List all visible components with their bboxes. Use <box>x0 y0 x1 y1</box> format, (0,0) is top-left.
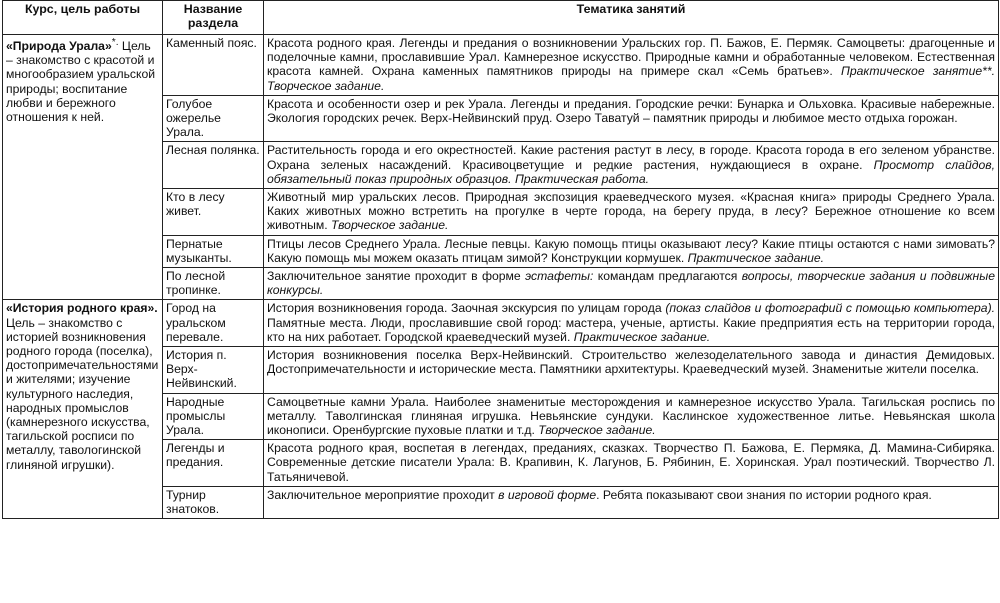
course-goal: Цель – знакомство с историей возникновения родного города (поселка), достопримечательностями и жителями; изучение культурного наследия, народных промыслов (камнерезного искусства, тагильской росписи по металлу, тавологинской глиняной игрушки). <box>6 315 159 472</box>
topic-text: Красота и особенности озер и рек Урала. Легенды и предания. Городские речки: Бунарка и Ольховка. Красивые набережные. Экология городских речек. Верх-Нейвинский пруд. Озеро Таватуй – памятник природы и любимое место отдыха горожан. <box>264 95 999 142</box>
table-row <box>3 300 999 347</box>
section-name: Лесная полянка. <box>163 142 264 189</box>
course-goal: Цель – знакомство с красотой и многообразием уральской природы; воспитание любви и бережного отношения к ней. <box>6 39 156 125</box>
topic-text: Птицы лесов Среднего Урала. Лесные певцы. Какую помощь птицы оказывают лесу? Какие птицы остаются с нами зимовать? Какую помощь мы можем оказать птицам зимой? Конструкции кормушек. Практическое задание. <box>264 235 999 267</box>
course-title-mark: *. <box>111 37 119 48</box>
section-name: История п. Верх-Нейвинский. <box>163 347 264 394</box>
topic-text: Красота родного края. Легенды и предания о возникновении Уральских гор. П. Бажов, Е. Пермяк. Самоцветы: драгоценные и поделочные камни, прославившие Урал. Камнерезное искусство. Природные камни и обработанные человеком. Естественная красота камней. Охрана каменных памятников природы на примере скал «Семь братьев». Практическое занятие**. Творческое задание. <box>264 35 999 96</box>
section-name: Каменный пояс. <box>163 35 264 96</box>
topic-text: Заключительное занятие проходит в форме эстафеты: командам предлагаются вопросы, творческие задания и подвижные конкурсы. <box>264 268 999 300</box>
section-name: Город на уральском перевале. <box>163 300 264 347</box>
header-section: Название раздела <box>163 1 264 35</box>
course-cell-history <box>3 300 163 519</box>
curriculum-table <box>2 0 999 519</box>
section-name: Народные промыслы Урала. <box>163 393 264 440</box>
section-name: Легенды и предания. <box>163 440 264 487</box>
table-row <box>3 35 999 96</box>
topic-text: Самоцветные камни Урала. Наиболее знаменитые месторождения и камнерезное искусство Урала. Тагильская роспись по металлу. Таволгинская глиняная игрушка. Невьянские сундуки. Каслинское художественное литье. Невьянская школа иконописи. Оренбургские пуховые платки и т.д. Творческое задание. <box>264 393 999 440</box>
section-name: Голубое ожерелье Урала. <box>163 95 264 142</box>
topic-text: История возникновения города. Заочная экскурсия по улицам города (показ слайдов и фотографий с помощью компьютера). Памятные места. Люди, прославившие свой город: мастера, ученые, артисты. Какие предприятия есть на территории города, кто на них работает. Городской краеведческий музей. Практическое задание. <box>264 300 999 347</box>
topic-text: Животный мир уральских лесов. Природная экспозиция краеведческого музея. «Красная книга» природы Среднего Урала. Каких животных можно встретить на прогулке в черте города, на берегу пруда, в лесу? Бережное отношение ко всем животным. Творческое задание. <box>264 189 999 236</box>
course-title: «Природа Урала» <box>6 39 112 54</box>
topic-text: Заключительное мероприятие проходит в игровой форме. Ребята показывают свои знания по истории родного края. <box>264 486 999 518</box>
section-name: По лесной тропинке. <box>163 268 264 300</box>
section-name: Турнир знатоков. <box>163 486 264 518</box>
topic-text: История возникновения поселка Верх-Нейвинский. Строительство железоделательного завода и династия Демидовых. Достопримечательности и исторические места. Памятники архитектуры. Краеведческий музей. Знаменитые жители поселка. <box>264 347 999 394</box>
course-cell-nature <box>3 35 163 300</box>
header-topics: Тематика занятий <box>264 1 999 35</box>
section-name: Пернатые музыканты. <box>163 235 264 267</box>
header-course: Курс, цель работы <box>3 1 163 35</box>
header-row <box>3 1 999 35</box>
section-name: Кто в лесу живет. <box>163 189 264 236</box>
topic-text: Растительность города и его окрестностей. Какие растения растут в лесу, в городе. Красота города в его зеленом убранстве. Охрана зеленых насаждений. Красивоцветущие и редкие растения, нуждающиеся в охране. Просмотр слайдов, обязательный показ природных образцов. Практическая работа. <box>264 142 999 189</box>
course-title: «История родного края». <box>6 301 158 316</box>
topic-text: Красота родного края, воспетая в легендах, преданиях, сказках. Творчество П. Бажова, Е. Пермяка, Д. Мамина-Сибиряка. Современные детские писатели Урала: В. Крапивин, К. Лагунов, Б. Рябинин, Е. Хоринская. Урал поэтический. Творчество Л. Татьяничевой. <box>264 440 999 487</box>
